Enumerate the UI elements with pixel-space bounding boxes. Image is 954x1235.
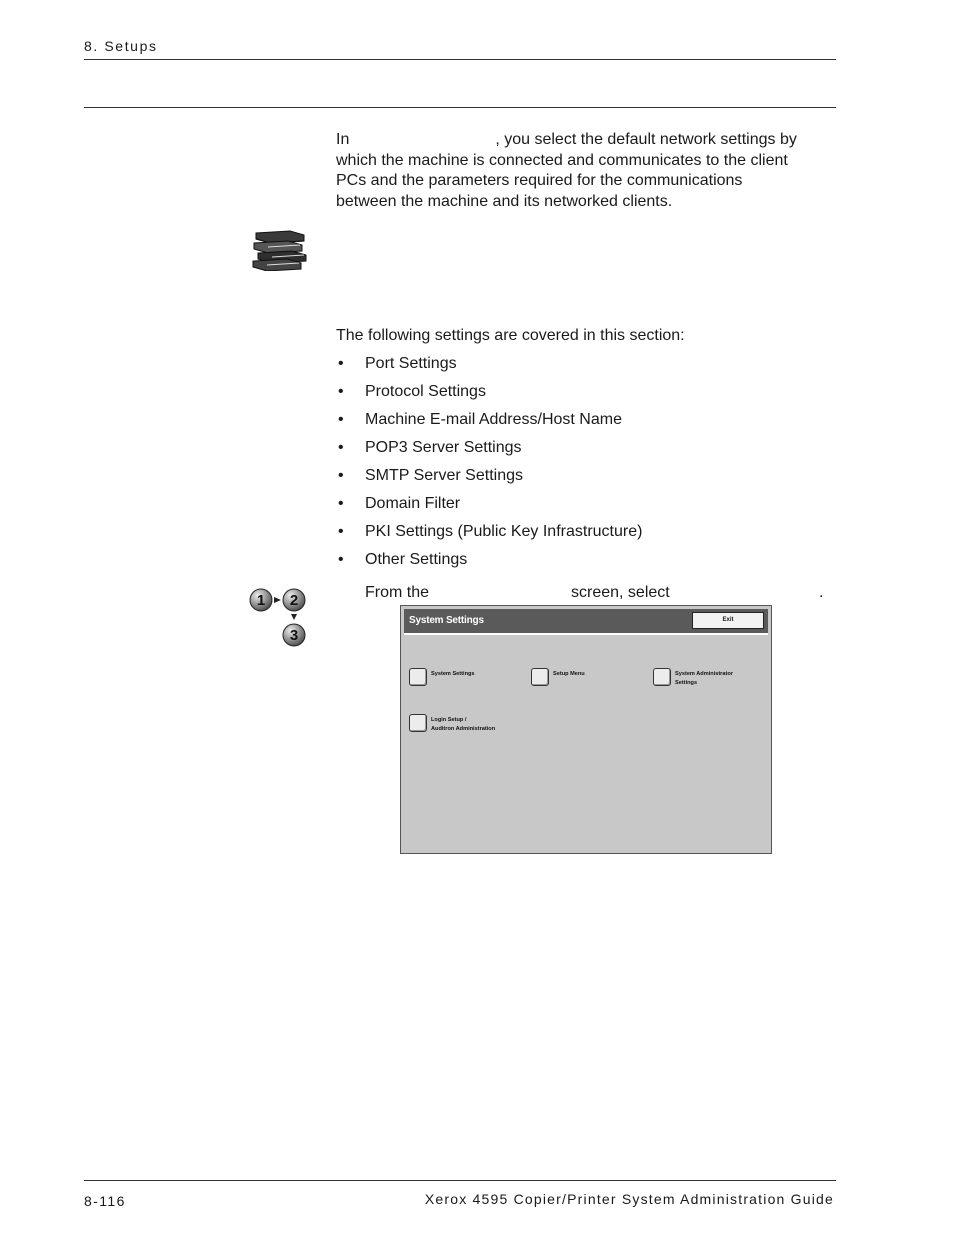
option-checkbox[interactable] bbox=[531, 668, 549, 686]
svg-text:2: 2 bbox=[289, 592, 299, 609]
option-checkbox[interactable] bbox=[653, 668, 671, 686]
svg-text:1: 1 bbox=[256, 592, 266, 609]
header-rule bbox=[84, 59, 836, 60]
screen-title-bar bbox=[404, 609, 768, 635]
intro-paragraph: In , you select the default network settings by which the machine is connected and communicates to the client PCs and the parameters required for the communications between the machine and its networked clients. bbox=[336, 131, 797, 210]
book-stack-icon bbox=[250, 225, 308, 271]
option-checkbox[interactable] bbox=[409, 668, 427, 686]
section-rule bbox=[84, 107, 836, 108]
system-settings-screen: System Settings Exit System Settings Setup Menu System Administrator Settings Login Setup / Auditron Administration bbox=[400, 605, 772, 854]
running-header: 8. Setups bbox=[84, 38, 158, 54]
list-intro: The following settings are covered in this section: bbox=[336, 327, 685, 344]
footer-rule bbox=[84, 1180, 836, 1181]
step-instruction: From the screen, select . bbox=[365, 584, 824, 601]
svg-text:3: 3 bbox=[289, 627, 299, 644]
option-checkbox[interactable] bbox=[409, 714, 427, 732]
exit-button[interactable]: Exit bbox=[692, 612, 764, 629]
guide-title: Xerox 4595 Copier/Printer System Administration Guide bbox=[424, 1191, 834, 1207]
page-number: 8-116 bbox=[84, 1193, 126, 1209]
numbered-steps-icon bbox=[248, 587, 310, 649]
screen-title: System Settings bbox=[409, 615, 484, 626]
